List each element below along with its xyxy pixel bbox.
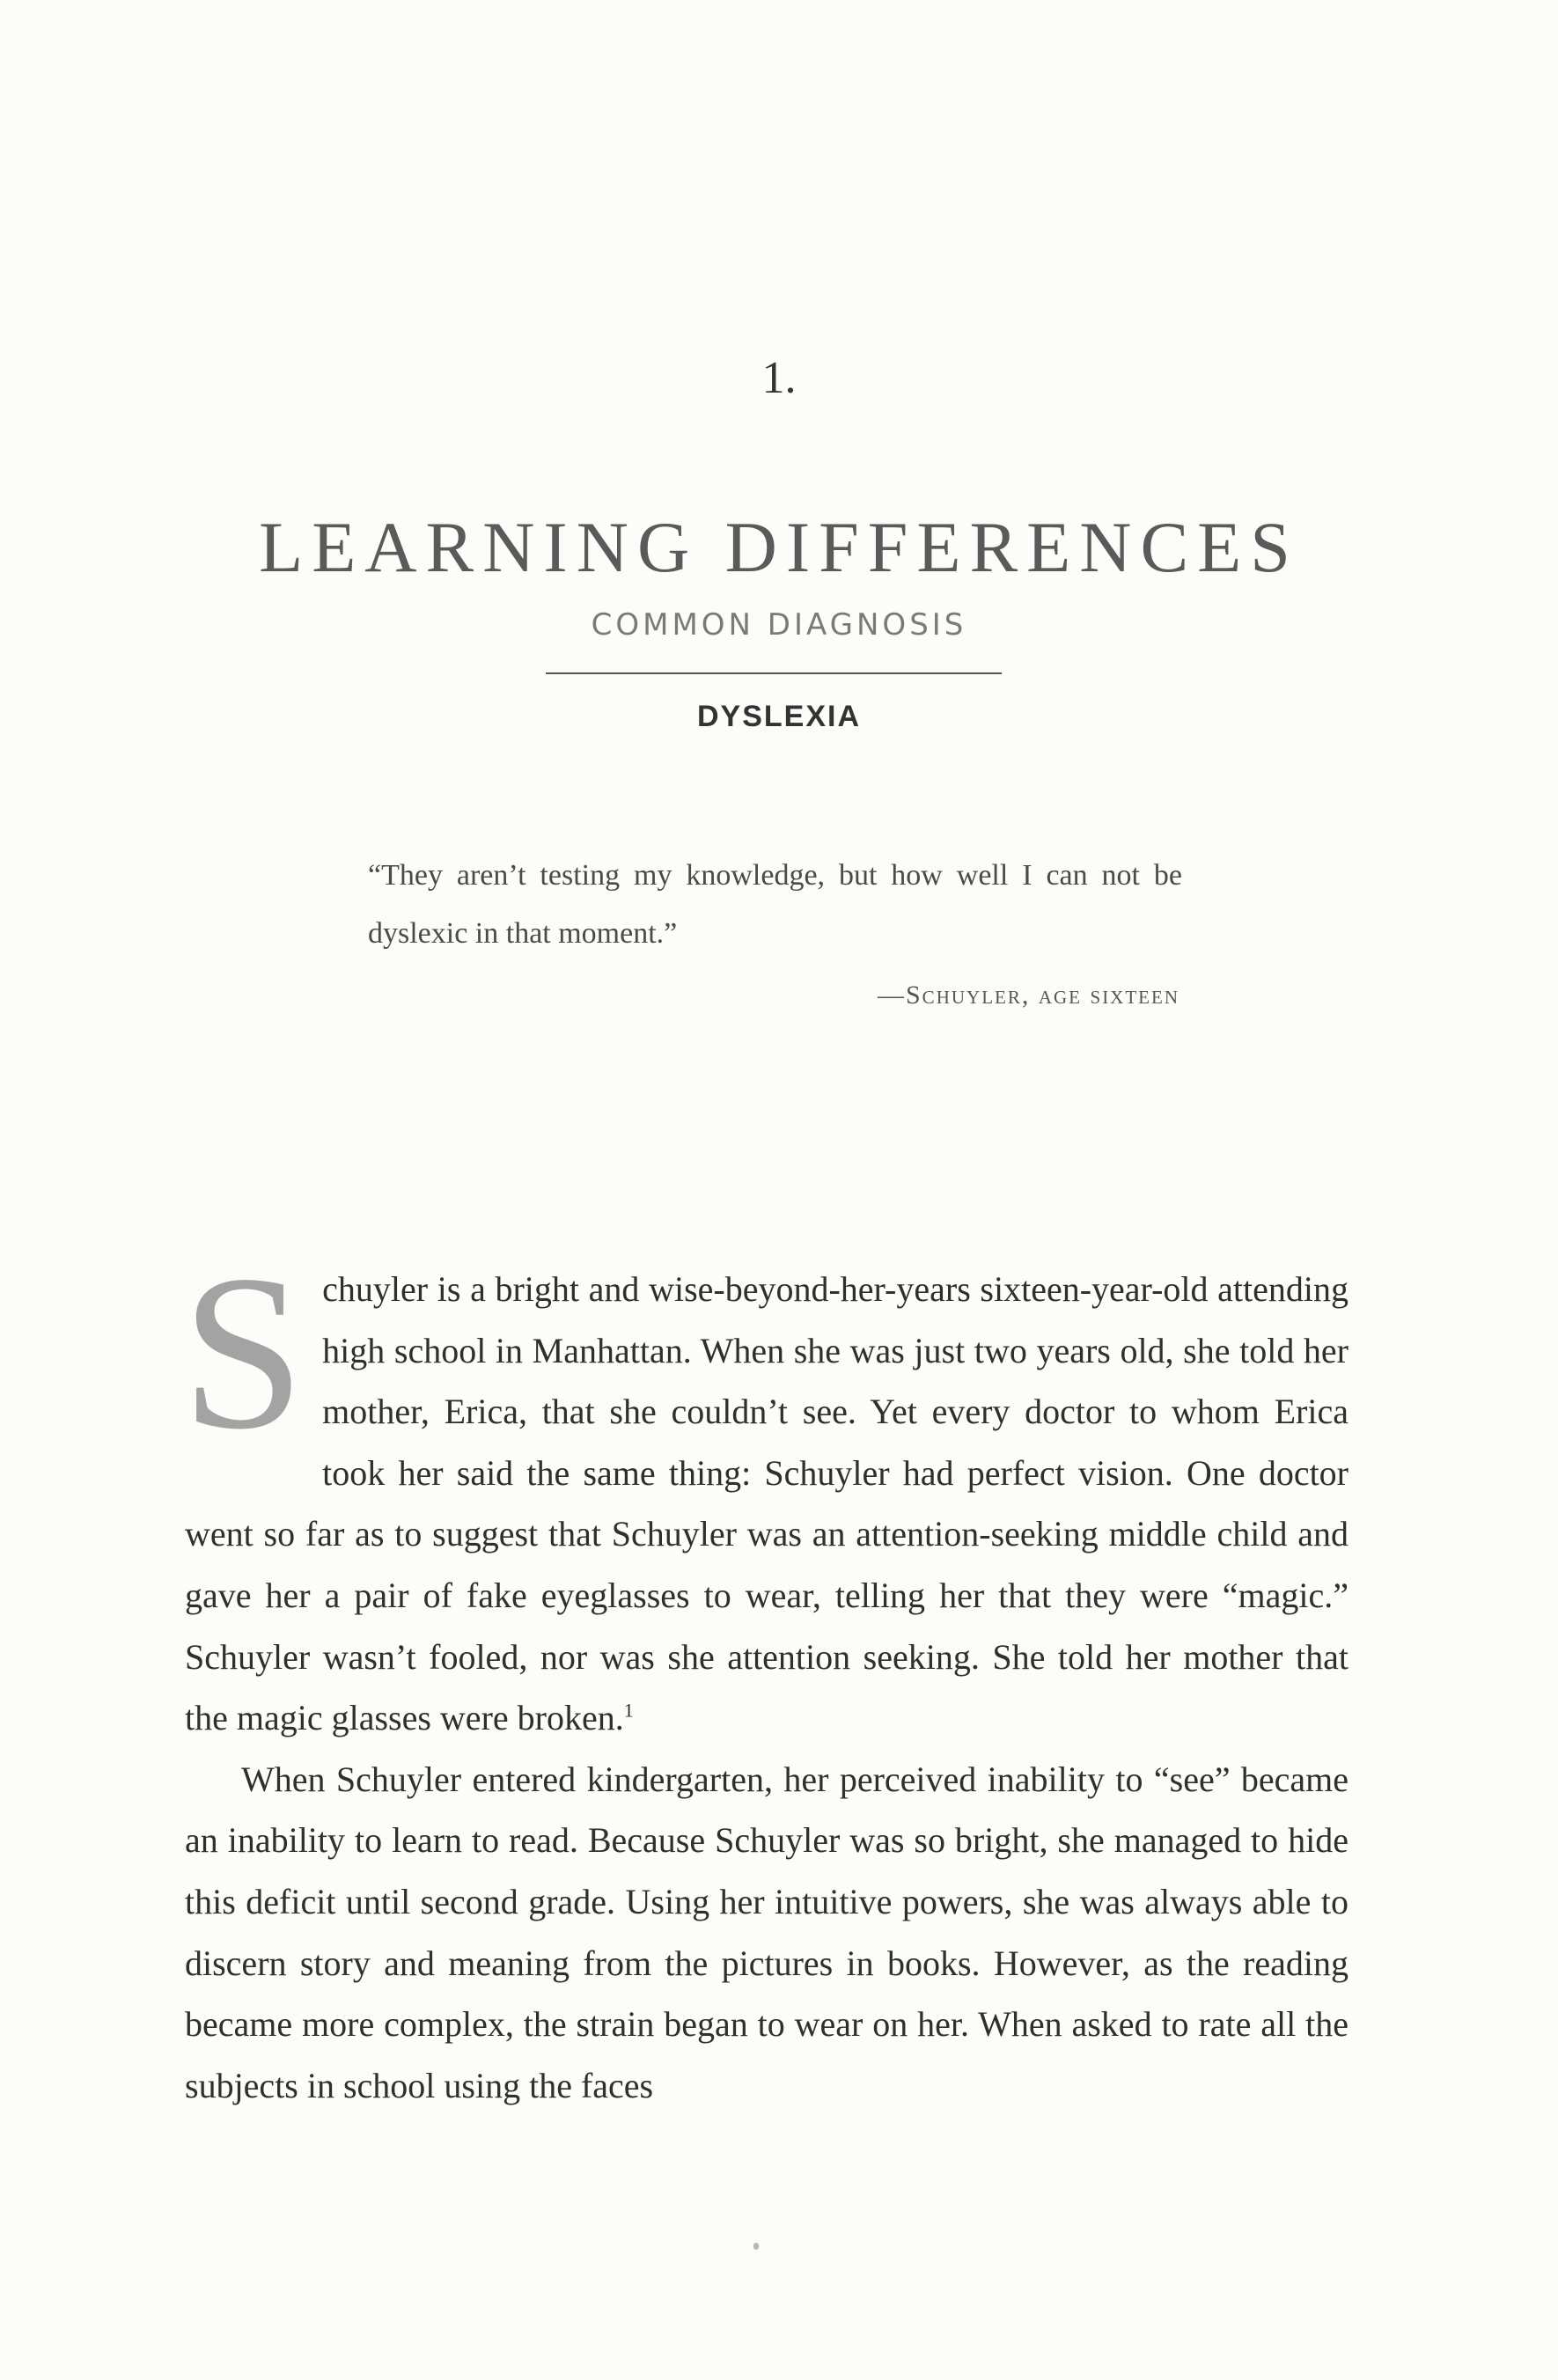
diagnosis-name: DYSLEXIA xyxy=(696,700,862,733)
chapter-number: 1. xyxy=(761,353,797,403)
drop-cap: S xyxy=(181,1229,305,1475)
footnote-marker: 1 xyxy=(623,1699,634,1722)
divider-rule xyxy=(546,672,1002,674)
diagnosis-label: COMMON DIAGNOSIS xyxy=(591,607,967,643)
paragraph-1 xyxy=(181,1229,1349,1749)
epigraph-quote: “They aren’t testing my knowledge, but how well I can not be dyslexic in that moment.” xyxy=(368,859,1182,950)
epigraph-attribution: —Schuyler, age sixteen xyxy=(878,981,1180,1010)
paragraph-2: When Schuyler entered kindergarten, her perceived inability to “see” became an inability to learn to read. Because Schuyler was so bright, she managed to hide this deficit until second grade. Using her intuitive powers, she was always able to discern story and meaning from the pictures in books. However, as the reading became more complex, the strain began to wear on her. When asked to rate all the subjects in school using the faces xyxy=(185,1759,1349,2105)
chapter-title: LEARNING DIFFERENCES xyxy=(259,506,1299,587)
body-text xyxy=(181,1229,1349,2116)
page-speck xyxy=(753,2243,759,2250)
paragraph-1-text: chuyler is a bright and wise-beyond-her-years sixteen-year-old attending high school in Manhattan. When she was just two years old, she told her mother, Erica, that she couldn’t see. Yet every doctor to whom Erica took her said the same thing: Schuyler had perfect vision. One doctor went so far as to suggest that Schuyler was an attention-seeking middle child and gave her a pair of fake eyeglasses to wear, telling her that they were “magic.” Schuyler wasn’t fooled, nor was she attention seeking. She told her mother that the magic glasses were broken. xyxy=(185,1269,1349,1738)
